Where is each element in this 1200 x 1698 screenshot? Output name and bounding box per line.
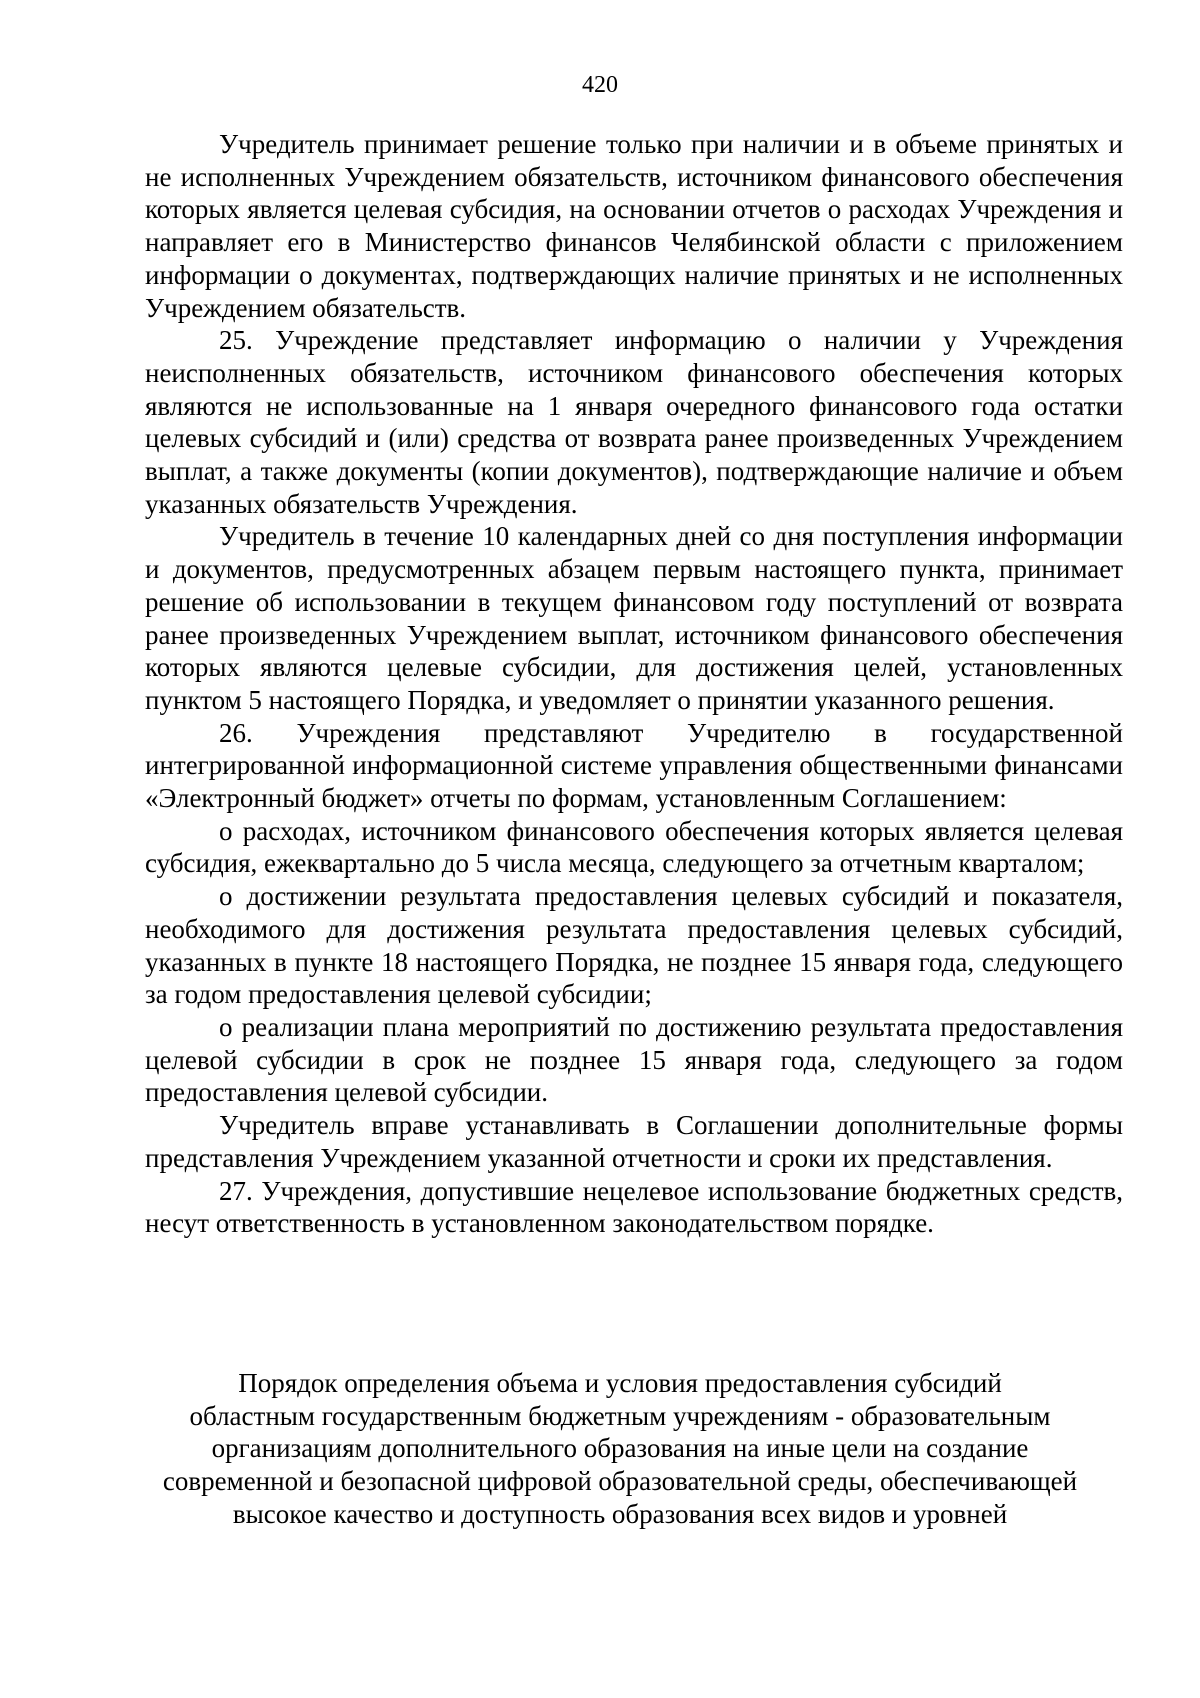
heading-line: областным государственным бюджетным учреждениям - образовательным (189, 1400, 1051, 1431)
section-heading (120, 1367, 1120, 1531)
paragraph-report-expenses: о расходах, источником финансового обеспечения которых является целевая субсидия, ежеквартально до 5 числа месяца, следующего за отчетным кварталом; (145, 815, 1123, 879)
document-body (145, 128, 1123, 1240)
paragraph-item-26: 26. Учреждения представляют Учредителю в государственной интегрированной информационной системе управления общественными финансами «Электронный бюджет» отчеты по формам, установленным Соглашением: (145, 717, 1123, 814)
heading-line: организациям дополнительного образования на иные цели на создание (211, 1433, 1029, 1464)
paragraph-item-25: 25. Учреждение представляет информацию о наличии у Учреждения неисполненных обязательств, источником финансового обеспечения которых являются не использованные на 1 января очередного финансового года остатки целевых субсидий и (или) средства от возврата ранее произведенных Учреждением выплат, а также документы (копии документов), подтверждающие наличие и объем указанных обязательств Учреждения. (145, 325, 1123, 519)
paragraph-additional-forms: Учредитель вправе устанавливать в Соглашении дополнительные формы представления Учреждением указанной отчетности и сроки их представления. (145, 1110, 1123, 1173)
paragraph-report-plan: о реализации плана мероприятий по достижению результата предоставления целевой субсидии в срок не позднее 15 января года, следующего за годом предоставления целевой субсидии. (145, 1011, 1123, 1108)
paragraph-founder-ten-days: Учредитель в течение 10 календарных дней со дня поступления информации и документов, предусмотренных абзацем первым настоящего пункта, принимает решение об использовании в текущем финансовом году поступлений от возврата ранее произведенных Учреждением выплат, источником финансового обеспечения которых являются целевые субсидии, для достижения целей, установленных пунктом 5 настоящего Порядка, и уведомляет о принятии указанного решения. (145, 521, 1123, 715)
paragraph-founder-decision: Учредитель принимает решение только при наличии и в объеме принятых и не исполненных Учреждением обязательств, источником финансового обеспечения которых является целевая субсидия, на основании отчетов о расходах Учреждения и направляет его в Министерство финансов Челябинской области с приложением информации о документах, подтверждающих наличие принятых и не исполненных Учреждением обязательств. (145, 129, 1123, 323)
heading-line: высокое качество и доступность образования всех видов и уровней (232, 1498, 1008, 1529)
paragraph-report-results: о достижении результата предоставления целевых субсидий и показателя, необходимого для достижения результата предоставления целевых субсидий, указанных в пункте 18 настоящего Порядка, не позднее 15 января года, следующего за годом предоставления целевой субсидии; (145, 881, 1123, 1010)
heading-line: современной и безопасной цифровой образовательной среды, обеспечивающей (162, 1466, 1078, 1497)
page-number: 420 (582, 72, 618, 98)
paragraph-item-27: 27. Учреждения, допустившие нецелевое использование бюджетных средств, несут ответственность в установленном законодательством порядке. (145, 1175, 1123, 1239)
heading-line: Порядок определения объема и условия предоставления субсидий (238, 1368, 1002, 1398)
